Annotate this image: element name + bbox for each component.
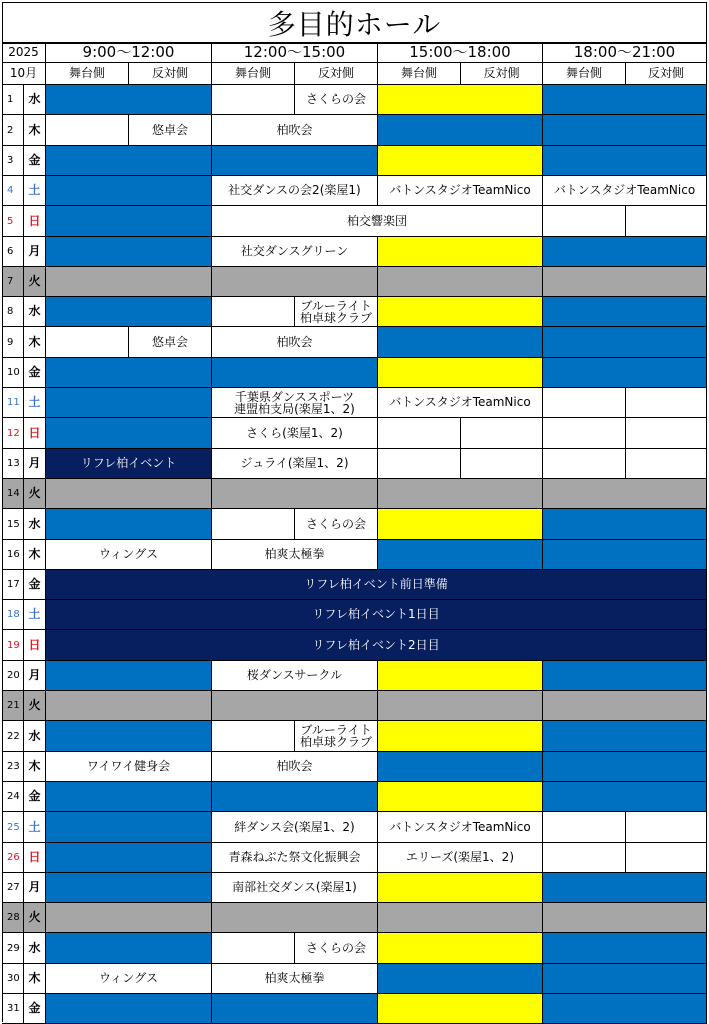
booking-cell: 千葉県ダンススポーツ 連盟柏支局(楽屋1、2) <box>212 388 378 418</box>
slot-cell <box>543 449 626 479</box>
slot-cell <box>543 782 707 812</box>
day-of-week: 木 <box>24 540 46 570</box>
slot-cell <box>46 782 212 812</box>
day-number: 20 <box>2 661 24 691</box>
day-of-week: 日 <box>24 843 46 873</box>
slot-cell <box>46 85 212 115</box>
day-number: 19 <box>2 630 24 661</box>
slot-cell <box>212 903 378 933</box>
day-number: 29 <box>2 933 24 964</box>
day-number: 26 <box>2 843 24 873</box>
slot-cell <box>46 994 212 1024</box>
header-month: 10月 <box>2 63 46 85</box>
booking-cell: 悠卓会 <box>129 115 212 146</box>
day-of-week: 月 <box>24 237 46 267</box>
day-of-week: 日 <box>24 418 46 449</box>
day-number: 11 <box>2 388 24 418</box>
slot-cell <box>378 146 543 176</box>
day-of-week: 金 <box>24 994 46 1024</box>
slot-cell <box>378 449 461 479</box>
header-opposite-side: 反対側 <box>129 63 212 85</box>
slot-cell <box>212 933 295 964</box>
slot-cell <box>378 873 543 903</box>
booking-cell: さくらの会 <box>295 509 378 540</box>
booking-cell: リフレ柏イベント前日準備 <box>46 570 707 600</box>
day-of-week: 水 <box>24 297 46 327</box>
day-number: 23 <box>2 752 24 782</box>
day-number: 15 <box>2 509 24 540</box>
booking-cell: バトンスタジオTeamNico <box>378 388 543 418</box>
slot-cell <box>543 85 707 115</box>
slot-cell <box>626 812 707 843</box>
slot-cell <box>378 85 543 115</box>
day-number: 6 <box>2 237 24 267</box>
booking-cell: さくらの会 <box>295 85 378 115</box>
header-slot: 12:00～15:00 <box>212 43 378 63</box>
day-of-week: 水 <box>24 509 46 540</box>
day-number: 5 <box>2 206 24 237</box>
slot-cell <box>543 964 707 994</box>
slot-cell <box>46 843 212 873</box>
header-opposite-side: 反対側 <box>461 63 543 85</box>
booking-cell: 南部社交ダンス(楽屋1) <box>212 873 378 903</box>
booking-cell: 柏爽太極拳 <box>212 964 378 994</box>
booking-cell: バトンスタジオTeamNico <box>543 176 707 206</box>
header-slot: 15:00～18:00 <box>378 43 543 63</box>
slot-cell <box>378 933 543 964</box>
slot-cell <box>46 297 212 327</box>
slot-cell <box>46 327 129 358</box>
day-of-week: 木 <box>24 327 46 358</box>
header-stage-side: 舞台側 <box>543 63 626 85</box>
slot-cell <box>543 388 626 418</box>
day-number: 2 <box>2 115 24 146</box>
slot-cell <box>212 509 295 540</box>
header-slot: 9:00～12:00 <box>46 43 212 63</box>
slot-cell <box>46 176 212 206</box>
booking-cell: リフレ柏イベント1日目 <box>46 600 707 630</box>
day-number: 14 <box>2 479 24 509</box>
booking-cell: 青森ねぶた祭文化振興会 <box>212 843 378 873</box>
day-number: 7 <box>2 267 24 297</box>
slot-cell <box>212 358 378 388</box>
slot-cell <box>46 933 212 964</box>
booking-cell: ジュライ(楽屋1、2) <box>212 449 378 479</box>
booking-cell: エリーズ(楽屋1、2) <box>378 843 543 873</box>
slot-cell <box>46 509 212 540</box>
booking-cell: 悠卓会 <box>129 327 212 358</box>
slot-cell <box>543 327 707 358</box>
slot-cell <box>543 418 626 449</box>
slot-cell <box>626 388 707 418</box>
slot-cell <box>378 418 461 449</box>
day-of-week: 土 <box>24 600 46 630</box>
slot-cell <box>46 812 212 843</box>
booking-cell: ウィングス <box>46 540 212 570</box>
slot-cell <box>543 267 707 297</box>
slot-cell <box>543 721 707 752</box>
booking-cell: 社交ダンスグリーン <box>212 237 378 267</box>
slot-cell <box>378 964 543 994</box>
header-stage-side: 舞台側 <box>378 63 461 85</box>
slot-cell <box>46 388 212 418</box>
slot-cell <box>543 115 707 146</box>
slot-cell <box>212 85 295 115</box>
slot-cell <box>212 994 378 1024</box>
day-number: 18 <box>2 600 24 630</box>
slot-cell <box>212 479 378 509</box>
header-slot: 18:00～21:00 <box>543 43 707 63</box>
slot-cell <box>543 479 707 509</box>
day-of-week: 月 <box>24 449 46 479</box>
day-number: 31 <box>2 994 24 1024</box>
day-of-week: 水 <box>24 933 46 964</box>
slot-cell <box>543 509 707 540</box>
day-number: 21 <box>2 691 24 721</box>
booking-cell: リフレ柏イベント <box>46 449 212 479</box>
slot-cell <box>212 782 378 812</box>
slot-cell <box>378 540 543 570</box>
slot-cell <box>543 933 707 964</box>
booking-cell: バトンスタジオTeamNico <box>378 176 543 206</box>
day-number: 17 <box>2 570 24 600</box>
slot-cell <box>543 206 626 237</box>
day-number: 13 <box>2 449 24 479</box>
day-of-week: 土 <box>24 176 46 206</box>
slot-cell <box>543 237 707 267</box>
booking-cell: 社交ダンスの会2(楽屋1) <box>212 176 378 206</box>
slot-cell <box>378 661 543 691</box>
day-number: 28 <box>2 903 24 933</box>
day-of-week: 土 <box>24 812 46 843</box>
booking-cell: バトンスタジオTeamNico <box>378 812 543 843</box>
slot-cell <box>378 327 543 358</box>
slot-cell <box>46 237 212 267</box>
slot-cell <box>46 146 212 176</box>
slot-cell <box>543 752 707 782</box>
booking-cell: 柏吹会 <box>212 327 378 358</box>
day-of-week: 木 <box>24 752 46 782</box>
day-of-week: 金 <box>24 782 46 812</box>
slot-cell <box>378 358 543 388</box>
header-year: 2025 <box>2 43 46 63</box>
slot-cell <box>626 418 707 449</box>
day-number: 9 <box>2 327 24 358</box>
day-number: 12 <box>2 418 24 449</box>
slot-cell <box>378 903 543 933</box>
day-of-week: 日 <box>24 630 46 661</box>
day-number: 8 <box>2 297 24 327</box>
slot-cell <box>46 903 212 933</box>
slot-cell <box>212 146 378 176</box>
day-number: 3 <box>2 146 24 176</box>
day-of-week: 火 <box>24 691 46 721</box>
booking-cell: ウィングス <box>46 964 212 994</box>
day-number: 25 <box>2 812 24 843</box>
day-of-week: 水 <box>24 721 46 752</box>
header-stage-side: 舞台側 <box>212 63 295 85</box>
slot-cell <box>543 843 626 873</box>
booking-cell: 柏吹会 <box>212 752 378 782</box>
slot-cell <box>626 449 707 479</box>
slot-cell <box>378 297 543 327</box>
day-of-week: 月 <box>24 661 46 691</box>
slot-cell <box>46 691 212 721</box>
header-stage-side: 舞台側 <box>46 63 129 85</box>
day-number: 16 <box>2 540 24 570</box>
slot-cell <box>543 903 707 933</box>
slot-cell <box>543 994 707 1024</box>
slot-cell <box>461 418 543 449</box>
booking-cell: 絆ダンス会(楽屋1、2) <box>212 812 378 843</box>
booking-cell: ワイワイ健身会 <box>46 752 212 782</box>
day-number: 4 <box>2 176 24 206</box>
slot-cell <box>543 873 707 903</box>
day-of-week: 火 <box>24 479 46 509</box>
slot-cell <box>461 449 543 479</box>
day-number: 10 <box>2 358 24 388</box>
slot-cell <box>543 146 707 176</box>
day-of-week: 水 <box>24 85 46 115</box>
slot-cell <box>378 721 543 752</box>
slot-cell <box>46 267 212 297</box>
slot-cell <box>378 237 543 267</box>
booking-cell: さくらの会 <box>295 933 378 964</box>
slot-cell <box>46 206 212 237</box>
booking-cell: リフレ柏イベント2日目 <box>46 630 707 661</box>
slot-cell <box>543 358 707 388</box>
slot-cell <box>378 782 543 812</box>
slot-cell <box>543 812 626 843</box>
slot-cell <box>46 661 212 691</box>
day-number: 1 <box>2 85 24 115</box>
day-number: 24 <box>2 782 24 812</box>
booking-cell: 柏交響楽団 <box>212 206 543 237</box>
slot-cell <box>378 509 543 540</box>
day-of-week: 火 <box>24 267 46 297</box>
day-number: 22 <box>2 721 24 752</box>
slot-cell <box>212 267 378 297</box>
day-of-week: 木 <box>24 964 46 994</box>
day-of-week: 日 <box>24 206 46 237</box>
slot-cell <box>46 115 129 146</box>
page-title: 多目的ホール <box>2 2 707 43</box>
booking-cell: 桜ダンスサークル <box>212 661 378 691</box>
day-of-week: 月 <box>24 873 46 903</box>
booking-cell: ブルーライト 柏卓球クラブ <box>295 721 378 752</box>
slot-cell <box>378 752 543 782</box>
day-of-week: 金 <box>24 570 46 600</box>
slot-cell <box>212 691 378 721</box>
slot-cell <box>378 691 543 721</box>
slot-cell <box>543 691 707 721</box>
booking-cell: さくら(楽屋1、2) <box>212 418 378 449</box>
slot-cell <box>46 358 212 388</box>
day-of-week: 木 <box>24 115 46 146</box>
day-of-week: 火 <box>24 903 46 933</box>
slot-cell <box>212 297 295 327</box>
day-number: 27 <box>2 873 24 903</box>
slot-cell <box>378 994 543 1024</box>
header-opposite-side: 反対側 <box>295 63 378 85</box>
day-of-week: 金 <box>24 146 46 176</box>
day-number: 30 <box>2 964 24 994</box>
booking-cell: 柏爽太極拳 <box>212 540 378 570</box>
slot-cell <box>212 721 295 752</box>
slot-cell <box>46 721 212 752</box>
slot-cell <box>378 479 543 509</box>
slot-cell <box>543 661 707 691</box>
slot-cell <box>626 843 707 873</box>
slot-cell <box>626 206 707 237</box>
header-opposite-side: 反対側 <box>626 63 707 85</box>
booking-cell: 柏吹会 <box>212 115 378 146</box>
slot-cell <box>543 297 707 327</box>
slot-cell <box>378 267 543 297</box>
slot-cell <box>46 479 212 509</box>
day-of-week: 土 <box>24 388 46 418</box>
booking-cell: ブルーライト 柏卓球クラブ <box>295 297 378 327</box>
slot-cell <box>378 115 543 146</box>
slot-cell <box>543 540 707 570</box>
day-of-week: 金 <box>24 358 46 388</box>
slot-cell <box>46 873 212 903</box>
slot-cell <box>46 418 212 449</box>
